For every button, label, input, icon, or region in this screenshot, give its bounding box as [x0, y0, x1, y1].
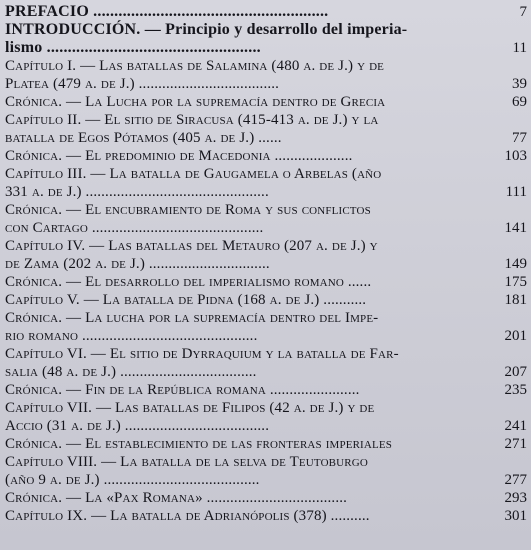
toc-page-number: 293	[504, 490, 527, 506]
toc-page-number: 201	[504, 328, 527, 344]
toc-page-number: 207	[504, 364, 527, 380]
toc-entry-capitulo-8	[5, 453, 527, 489]
table-of-contents	[5, 3, 527, 525]
toc-page-number: 181	[504, 292, 527, 308]
toc-entry-title: PREFACIO ........................................................	[5, 3, 329, 20]
toc-entry-title: Capítulo VI. — El sitio de Dyrraquium y la batalla de Far- salia (48 a. de J.) ...................................	[5, 346, 399, 380]
toc-entry-capitulo-9	[5, 507, 527, 525]
toc-page-number: 149	[504, 256, 527, 272]
toc-entry-prefacio	[5, 3, 527, 21]
toc-entry-cronica-roma-cartago	[5, 201, 527, 237]
toc-page-number: 11	[512, 40, 527, 56]
toc-page-number: 241	[504, 418, 527, 434]
toc-page-number: 175	[504, 274, 527, 290]
toc-entry-introduccion	[5, 21, 527, 57]
toc-entry-title: Capítulo V. — La batalla de Pidna (168 a. de J.) ...........	[5, 292, 367, 308]
toc-entry-cronica-grecia	[5, 93, 527, 111]
toc-entry-title: Crónica. — El desarrollo del imperialismo romano ......	[5, 274, 372, 290]
toc-entry-cronica-imperio	[5, 309, 527, 345]
toc-entry-title: Crónica. — La Lucha por la supremacía dentro de Grecia	[5, 94, 386, 110]
toc-entry-title: Crónica. — La «Pax Romana» ....................................	[5, 490, 348, 506]
toc-page-number: 7	[519, 4, 527, 20]
toc-entry-title: Capítulo VIII. — La batalla de la selva de Teutoburgo (año 9 a. de J.) ........................................	[5, 454, 368, 488]
toc-entry-capitulo-5	[5, 291, 527, 309]
toc-entry-title: Capítulo I. — Las batallas de Salamina (480 a. de J.) y de Platea (479 a. de J.) ....................................	[5, 58, 385, 92]
toc-entry-title: Crónica. — El establecimiento de las fronteras imperiales	[5, 436, 392, 452]
toc-entry-title: Crónica. — La lucha por la supremacía dentro del Impe- rio romano .............................................	[5, 310, 379, 344]
toc-entry-cronica-imperialismo	[5, 273, 527, 291]
toc-entry-title: Capítulo VII. — Las batallas de Filipos (42 a. de J.) y de Accio (31 a. de J.) .....................................	[5, 400, 375, 434]
toc-page-number: 301	[504, 508, 527, 524]
toc-entry-capitulo-4	[5, 237, 527, 273]
toc-entry-capitulo-3	[5, 165, 527, 201]
toc-page-number: 111	[505, 184, 527, 200]
toc-page-number: 39	[512, 76, 527, 92]
toc-page-number: 277	[504, 472, 527, 488]
toc-entry-cronica-republica	[5, 381, 527, 399]
toc-entry-title: Capítulo IV. — Las batallas del Metauro (207 a. de J.) y de Zama (202 a. de J.) ...............................	[5, 238, 378, 272]
toc-page-number: 103	[504, 148, 527, 164]
toc-entry-capitulo-1	[5, 57, 527, 93]
toc-entry-title: Crónica. — El encubramiento de Roma y sus conflictos con Cartago ............................................	[5, 202, 371, 236]
toc-entry-cronica-macedonia	[5, 147, 527, 165]
toc-entry-title: Crónica. — El predominio de Macedonia ....................	[5, 148, 353, 164]
toc-page-number: 69	[512, 94, 527, 110]
toc-entry-title: Capítulo III. — La batalla de Gaugamela o Arbelas (año 331 a. de J.) ...............................................	[5, 166, 382, 200]
toc-entry-title: INTRODUCCIÓN. — Principio y desarrollo del imperia- lismo ...................................................	[5, 21, 408, 56]
toc-page-number: 141	[504, 220, 527, 236]
toc-page-number: 235	[504, 382, 527, 398]
toc-entry-capitulo-7	[5, 399, 527, 435]
toc-entry-title: Capítulo II. — El sitio de Siracusa (415-413 a. de J.) y la batalla de Egos Pótamos (405 a. de J.) ......	[5, 112, 379, 146]
toc-page-number: 77	[512, 130, 527, 146]
toc-entry-title: Crónica. — Fin de la República romana .......................	[5, 382, 360, 398]
toc-page-number: 271	[504, 436, 527, 452]
toc-entry-capitulo-2	[5, 111, 527, 147]
toc-entry-cronica-fronteras	[5, 435, 527, 453]
toc-entry-cronica-pax-romana	[5, 489, 527, 507]
toc-entry-title: Capítulo IX. — La batalla de Adrianópolis (378) ..........	[5, 508, 370, 524]
toc-entry-capitulo-6	[5, 345, 527, 381]
